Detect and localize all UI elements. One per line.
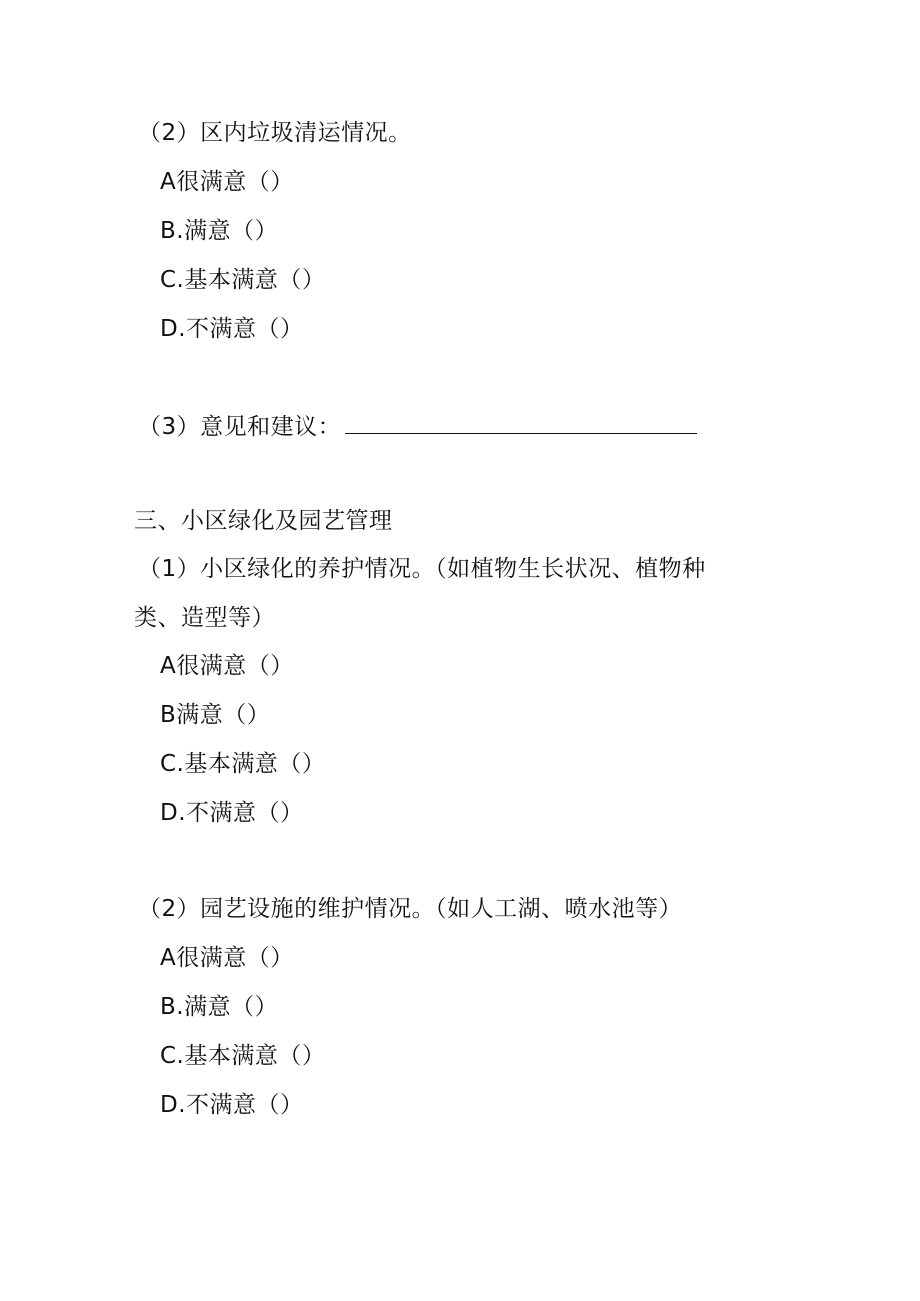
suggestions-label: （3）意见和建议： bbox=[138, 414, 342, 440]
suggestions-blank-line[interactable] bbox=[345, 411, 697, 434]
option-satisfied: B.满意（） bbox=[160, 994, 279, 1020]
question-garden-facilities: （2）园艺设施的维护情况。（如人工湖、喷水池等） bbox=[138, 896, 683, 922]
option-unsatisfied: D.不满意（） bbox=[160, 800, 304, 826]
option-very-satisfied: A很满意（） bbox=[160, 169, 294, 195]
section-title-greening: 三、小区绿化及园艺管理 bbox=[134, 508, 393, 534]
option-satisfied: B满意（） bbox=[160, 702, 271, 728]
option-basically-satisfied: C.基本满意（） bbox=[160, 1043, 326, 1069]
option-very-satisfied: A很满意（） bbox=[160, 945, 294, 971]
option-basically-satisfied: C.基本满意（） bbox=[160, 751, 326, 777]
option-satisfied: B.满意（） bbox=[160, 218, 279, 244]
question-greening-line1: （1）小区绿化的养护情况。（如植物生长状况、植物种 bbox=[138, 556, 706, 582]
question-greening-line2: 类、造型等） bbox=[134, 605, 275, 631]
option-basically-satisfied: C.基本满意（） bbox=[160, 267, 326, 293]
option-unsatisfied: D.不满意（） bbox=[160, 316, 304, 342]
question-suggestions bbox=[138, 411, 697, 442]
option-unsatisfied: D.不满意（） bbox=[160, 1092, 304, 1118]
option-very-satisfied: A很满意（） bbox=[160, 653, 294, 679]
question-garbage-collection: （2）区内垃圾清运情况。 bbox=[138, 120, 412, 146]
